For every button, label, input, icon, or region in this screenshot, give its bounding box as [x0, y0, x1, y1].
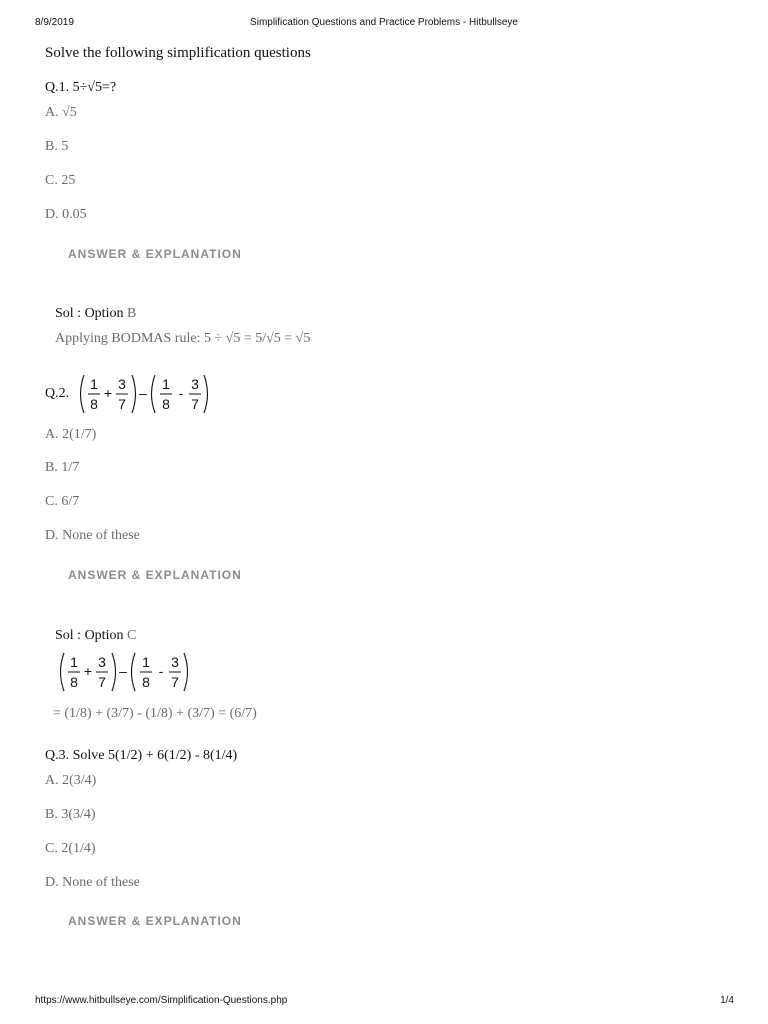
- frac1-denominator: 8: [90, 396, 98, 412]
- left-paren-1: [61, 653, 65, 691]
- q2-solution: [55, 628, 136, 644]
- q2-answer-explanation-link[interactable]: ANSWER & EXPLANATION: [68, 568, 242, 582]
- q1-option-d: D. 0.05: [45, 207, 87, 222]
- minus-operator: –: [139, 385, 147, 401]
- minus-operator: –: [119, 663, 127, 679]
- frac4-numerator: 3: [171, 654, 179, 670]
- q3-option-b: B. 3(3/4): [45, 807, 96, 822]
- q1-explanation: Applying BODMAS rule: 5 ÷ √5 = 5/√5 = √5: [55, 331, 311, 346]
- q2-sol-option: C: [126, 628, 137, 643]
- q3-option-c: C. 2(1/4): [45, 841, 96, 856]
- page-heading: Solve the following simplification questions: [45, 45, 311, 61]
- q1-question: Q.1. 5÷√5=?: [45, 80, 117, 95]
- q1-sol-label: Sol : Option: [55, 306, 124, 321]
- q2-option-a: A. 2(1/7): [45, 427, 97, 442]
- q1-option-b: B. 5: [45, 139, 69, 154]
- print-url: https://www.hitbullseye.com/Simplification-Questions.php: [35, 995, 288, 1006]
- frac4-denominator: 7: [171, 674, 179, 690]
- left-paren-2: [132, 653, 136, 691]
- left-paren-2: [152, 375, 156, 413]
- right-paren-1: [132, 375, 136, 413]
- q2-expression: [75, 372, 215, 416]
- q1-solution: [55, 306, 136, 322]
- minus-operator-2: -: [178, 385, 184, 401]
- q1-answer-explanation-link[interactable]: ANSWER & EXPLANATION: [68, 247, 242, 261]
- frac4-numerator: 3: [191, 376, 199, 392]
- print-date: 8/9/2019: [35, 17, 74, 28]
- frac2-numerator: 3: [98, 654, 106, 670]
- frac1-denominator: 8: [70, 674, 78, 690]
- plus-operator: +: [103, 385, 113, 401]
- q2-option-d: D. None of these: [45, 528, 140, 543]
- q3-option-d: D. None of these: [45, 875, 140, 890]
- frac3-numerator: 1: [162, 376, 170, 392]
- frac3-denominator: 8: [142, 674, 150, 690]
- frac1-numerator: 1: [90, 376, 98, 392]
- print-title: Simplification Questions and Practice Problems - Hitbullseye: [250, 17, 518, 28]
- q2-option-b: B. 1/7: [45, 460, 80, 475]
- q3-option-a: A. 2(3/4): [45, 773, 97, 788]
- q2-option-c: C. 6/7: [45, 494, 80, 509]
- frac4-denominator: 7: [191, 396, 199, 412]
- q3-question: Q.3. Solve 5(1/2) + 6(1/2) - 8(1/4): [45, 748, 238, 763]
- left-paren-1: [81, 375, 85, 413]
- frac2-denominator: 7: [118, 396, 126, 412]
- frac3-denominator: 8: [162, 396, 170, 412]
- q2-explanation: = (1/8) + (3/7) - (1/8) + (3/7) = (6/7): [53, 706, 257, 721]
- page-number: 1/4: [720, 995, 734, 1006]
- q1-sol-option: B: [126, 306, 137, 321]
- frac1-numerator: 1: [70, 654, 78, 670]
- minus-operator-2: -: [158, 663, 164, 679]
- q2-label: Q.2.: [45, 386, 70, 401]
- q3-answer-explanation-link[interactable]: ANSWER & EXPLANATION: [68, 914, 242, 928]
- frac3-numerator: 1: [142, 654, 150, 670]
- frac2-numerator: 3: [118, 376, 126, 392]
- right-paren-2: [204, 375, 208, 413]
- q1-option-c: C. 25: [45, 173, 76, 188]
- right-paren-1: [112, 653, 116, 691]
- frac2-denominator: 7: [98, 674, 106, 690]
- plus-operator: +: [83, 663, 93, 679]
- q2-solution-expression: [55, 650, 195, 694]
- right-paren-2: [184, 653, 188, 691]
- q1-option-a: A. √5: [45, 105, 77, 120]
- q2-sol-label: Sol : Option: [55, 628, 124, 643]
